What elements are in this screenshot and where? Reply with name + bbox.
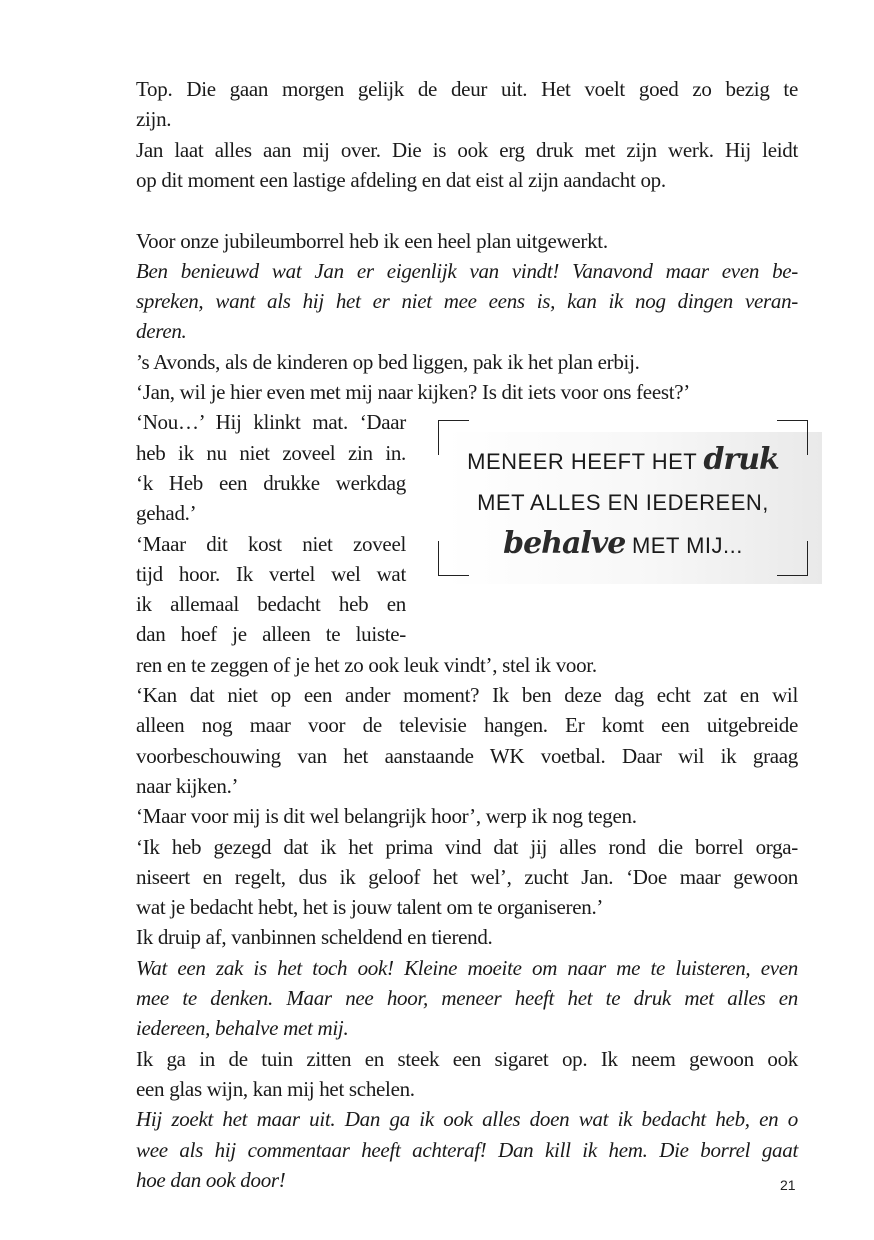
text-line: naar kijken.’: [136, 773, 239, 798]
text-line: ‘Ik heb gezegd dat ik het prima vind dat jij alles rond die borrel orga-: [136, 834, 798, 859]
text-line: zijn.: [136, 107, 172, 132]
text-line: iedereen, behalve met mij.: [136, 1016, 349, 1041]
pull-quote: [438, 420, 822, 584]
text-line: [136, 195, 798, 225]
text-line-narrow: gehad.’: [136, 501, 197, 526]
pull-quote-line-3: [438, 526, 808, 561]
text-line: Ik druip af, vanbinnen scheldend en tierend.: [136, 925, 493, 950]
text-line: wee als hij commentaar heeft achteraf! Dan kill ik hem. Die borrel gaat: [136, 1137, 798, 1162]
text-line: ‘Maar voor mij is dit wel belangrijk hoor’, werp ik nog tegen.: [136, 804, 637, 829]
text-line: spreken, want als hij het er niet mee eens is, kan ik nog dingen veran-: [136, 289, 798, 314]
text-line-narrow: ik allemaal bedacht heb en: [136, 592, 406, 617]
text-line: voorbeschouwing van het aanstaande WK voetbal. Daar wil ik graag: [136, 743, 798, 768]
text-line: ‘Jan, wil je hier even met mij naar kijken? Is dit iets voor ons feest?’: [136, 380, 690, 404]
text-line: niseert en regelt, dus ik geloof het wel’, zucht Jan. ‘Doe maar gewoon: [136, 864, 798, 889]
text-line-narrow: ‘Maar dit kost niet zoveel: [136, 531, 406, 556]
text-line: mee te denken. Maar nee hoor, meneer heeft het te druk met alles en: [136, 986, 798, 1010]
text-line: wat je bedacht hebt, het is jouw talent om te organiseren.’: [136, 895, 604, 920]
pull-quote-line-2: MET ALLES EN IEDEREEN,: [477, 490, 769, 515]
text-line: op dit moment een lastige afdeling en dat eist al zijn aandacht op.: [136, 167, 666, 192]
text-line-narrow: heb ik nu niet zoveel zin in.: [136, 440, 406, 465]
text-line-narrow: ‘Nou…’ Hij klinkt mat. ‘Daar: [136, 410, 406, 435]
text-line-narrow: dan hoef je alleen te luiste-: [136, 622, 406, 647]
text-line: Top. Die gaan morgen gelijk de deur uit. Het voelt goed zo bezig te: [136, 77, 798, 101]
pull-quote-brush-word-druk: druk: [703, 442, 779, 477]
text-line: deren.: [136, 319, 187, 344]
text-line: Voor onze jubileumborrel heb ik een heel plan uitgewerkt.: [136, 228, 608, 253]
page-number: 21: [780, 1177, 796, 1193]
text-line: een glas wijn, kan mij het schelen.: [136, 1076, 415, 1101]
pull-quote-line-1: [438, 442, 808, 477]
pull-quote-line-1-text: MENEER HEEFT HET: [467, 449, 697, 474]
text-line: ’s Avonds, als de kinderen op bed liggen, pak ik het plan erbij.: [136, 349, 640, 374]
text-line: ‘Kan dat niet op een ander moment? Ik ben deze dag echt zat en wil: [136, 683, 798, 707]
text-line: Ik ga in de tuin zitten en steek een sigaret op. Ik neem gewoon ook: [136, 1046, 798, 1071]
text-line: Hij zoekt het maar uit. Dan ga ik ook alles doen wat ik bedacht heb, en o: [136, 1107, 798, 1132]
pull-quote-brush-word-behalve: behalve: [503, 526, 626, 561]
text-line: ren en te zeggen of je het zo ook leuk vindt’, stel ik voor.: [136, 652, 597, 677]
text-line: Wat een zak is het toch ook! Kleine moeite om naar me te luisteren, even: [136, 955, 798, 980]
text-line: hoe dan ook door!: [136, 1167, 286, 1192]
text-line: alleen nog maar voor de televisie hangen. Er komt een uitgebreide: [136, 713, 798, 738]
text-line: Jan laat alles aan mij over. Die is ook erg druk met zijn werk. Hij leidt: [136, 137, 798, 162]
pull-quote-line-3-text: MET MIJ...: [631, 533, 743, 558]
text-line-narrow: ‘k Heb een drukke werkdag: [136, 470, 406, 495]
text-line: Ben benieuwd wat Jan er eigenlijk van vindt! Vanavond maar even be-: [136, 258, 798, 283]
text-line-narrow: tijd hoor. Ik vertel wel wat: [136, 561, 406, 586]
